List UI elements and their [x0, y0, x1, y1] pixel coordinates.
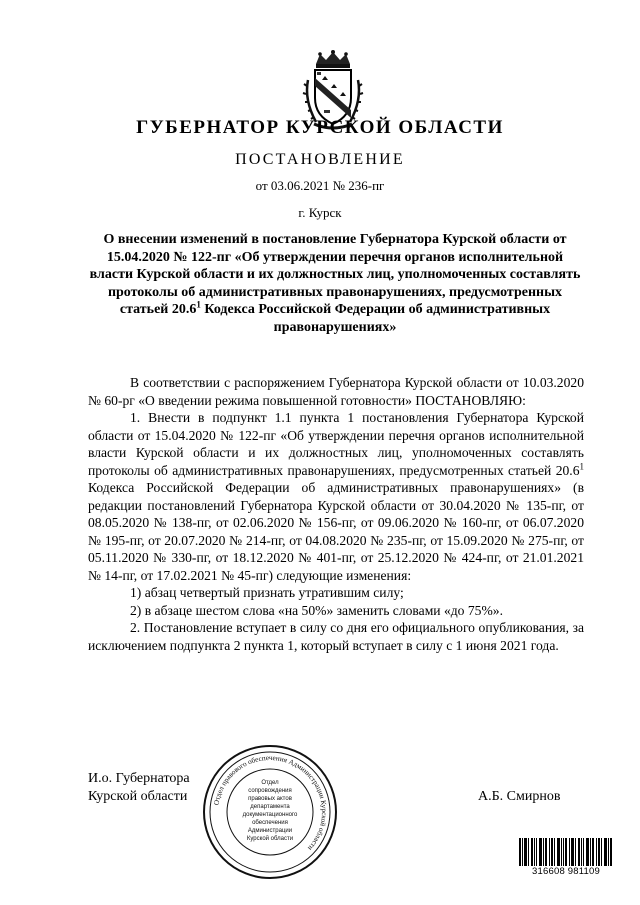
document-subject: [85, 231, 585, 336]
decree-word: ПОСТАНОВЛЯЮ:: [415, 392, 526, 408]
item-1-paragraph: [88, 409, 584, 584]
change-1: 1) абзац четвертый признать утратившим силу;: [130, 585, 404, 600]
subject-text-1: О внесении изменений в постановление Губернатора Курской области от 15.04.2020 № 122-пг «Об утверждении перечня органов исполнительной власти Курской области и их должностных лиц, уполномоченных составлять протоколы об административных правонарушениях, предусмотренных статьей 20.6: [89, 232, 581, 317]
stamp-center-line: Курской области: [246, 836, 294, 842]
signer-position-line-2: Курской области: [88, 789, 188, 804]
item-2-paragraph: 2. Постановление вступает в силу со дня его официального опубликования, за исключением подпункта 2 пункта 1, который вступает в силу с 1 июня 2021 года.: [88, 620, 584, 653]
change-2: 2) в абзаце шестом слова «на 50%» заменить словами «до 75%».: [130, 602, 503, 618]
stamp-center-line: документационного: [242, 812, 298, 818]
preamble-paragraph: [88, 374, 584, 409]
signer-position: [88, 770, 190, 806]
document-date-number: от 03.06.2021 № 236-пг: [255, 178, 385, 193]
stamp-center-line: Отдел: [261, 780, 279, 786]
stamp-center-line: сопровождения: [248, 788, 292, 794]
stamp-center-line: Администрации: [247, 828, 293, 834]
preamble-text: В соответствии с распоряжением Губернатора Курской области от 10.03.2020 № 60-рг «О введении режима повышенной готовности»: [88, 375, 584, 408]
item-1-text-1: 1. Внести в подпункт 1.1 пункта 1 постановления Губернатора Курской области от 15.04.2020 № 122-пг «Об утверждении перечня органов исполнительной власти Курской области и их должностных лиц, уполномоченных составлять протоколы об административных правонарушениях, предусмотренных статьей 20.6: [88, 410, 584, 478]
subject-superscript: 1: [196, 299, 201, 310]
signer-name: А.Б. Смирнов: [478, 789, 561, 804]
stamp-outer-text: Отдел правового обеспечения Администрации Курской области: [212, 753, 329, 853]
official-stamp: [200, 742, 340, 882]
stamp-center-line: обеспечения: [252, 820, 288, 826]
item-1-text-2: Кодекса Российской Федерации об административных правонарушениях» (в редакции постановлений Губернатора Курской области от 30.04.2020 № 135-пг, от 08.05.2020 № 138-пг, от 02.06.2020 № 156-пг, от 09.06.2020 № 160-пг, от 06.07.2020 № 195-пг, от 20.07.2020 № 214-пг, от 04.08.2020 № 235-пг, от 15.09.2020 № 275-пг, от 05.11.2020 № 330-пг, от 18.12.2020 № 401-пг, от 25.12.2020 № 424-пг, от 21.01.2021 № 14-пг, от 17.02.2021 № 45-пг): [88, 480, 584, 583]
barcode-number: 316608 981109: [518, 866, 614, 877]
signer-position-line-1: И.о. Губернатора: [88, 771, 190, 786]
item-1-superscript: 1: [579, 460, 584, 471]
document-body: [88, 374, 584, 654]
barcode: [518, 838, 614, 888]
changes-intro: следующие изменения:: [276, 567, 412, 583]
stamp-center-line: правовых актов: [248, 796, 292, 802]
document-place: г. Курск: [298, 205, 342, 220]
subject-text-2: Кодекса Российской Федерации об административных правонарушениях»: [200, 302, 551, 335]
document-type: ПОСТАНОВЛЕНИЕ: [235, 151, 405, 168]
stamp-center-line: департамента: [250, 804, 290, 810]
governor-title: ГУБЕРНАТОР КУРСКОЙ ОБЛАСТИ: [136, 117, 504, 138]
